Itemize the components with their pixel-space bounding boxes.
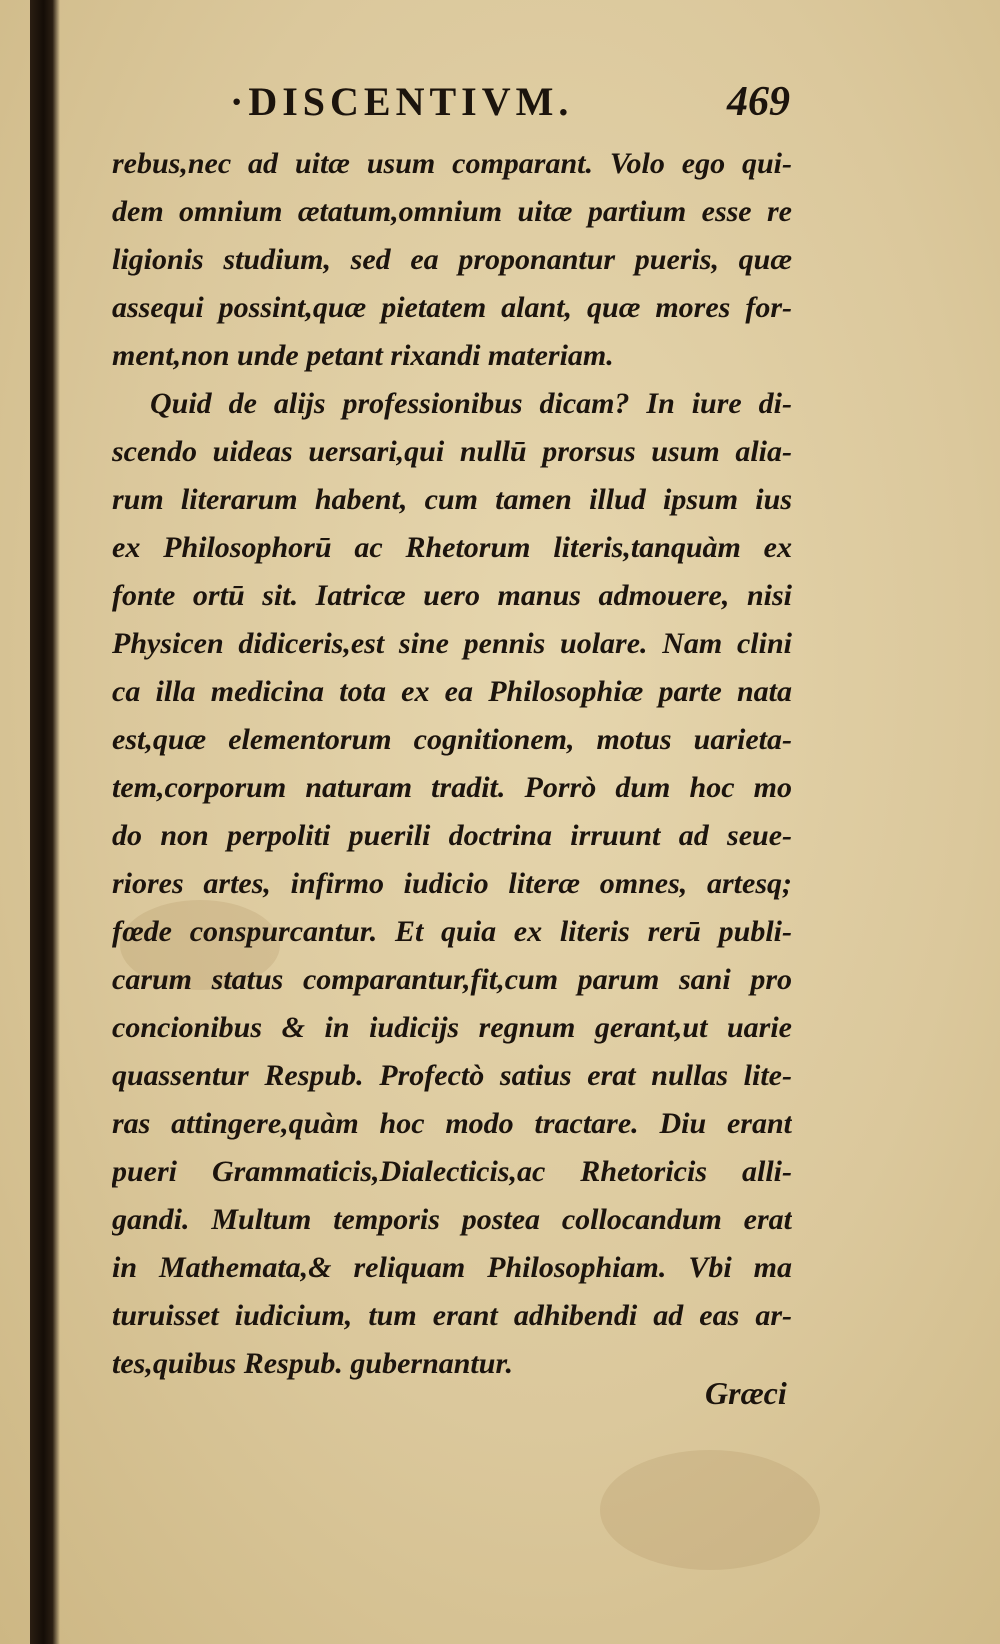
text-line: est,quæ elementorum cognitionem, motus uarieta- <box>112 723 792 756</box>
text-line: scendo uideas uersari,qui nullū prorsus usum alia- <box>112 435 792 468</box>
text-line: riores artes, infirmo iudicio literæ omnes, artesq; <box>112 867 792 900</box>
text-line: turuisset iudicium, tum erant adhibendi ad eas ar- <box>112 1299 792 1332</box>
text-line: rebus,nec ad uitæ usum comparant. Volo ego qui- <box>112 147 792 180</box>
text-line: ment,non unde petant rixandi materiam. <box>112 339 614 372</box>
text-line: in Mathemata,& reliquam Philosophiam. Vbi ma <box>112 1251 792 1284</box>
text-line: Physicen didiceris,est sine pennis uolare. Nam clini <box>112 627 792 660</box>
paper-stain <box>600 1450 820 1570</box>
text-line: quassentur Respub. Profectò satius erat nullas lite- <box>112 1059 792 1092</box>
text-line: ras attingere,quàm hoc modo tractare. Diu erant <box>112 1107 792 1140</box>
text-line: pueri Grammaticis,Dialecticis,ac Rhetoricis alli- <box>112 1155 792 1188</box>
book-spine-shadow <box>30 0 60 1644</box>
text-line: concionibus & in iudicijs regnum gerant,ut uarie <box>112 1011 792 1044</box>
text-line: Quid de alijs professionibus dicam? In iure di- <box>150 387 792 420</box>
text-line: rum literarum habent, cum tamen illud ipsum ius <box>112 483 792 516</box>
page-header <box>200 78 790 130</box>
text-line: fœde conspurcantur. Et quia ex literis rerū publi- <box>112 915 792 948</box>
body-text <box>112 140 792 1388</box>
text-line: carum status comparantur,fit,cum parum sani pro <box>112 963 792 996</box>
text-line: gandi. Multum temporis postea collocandum erat <box>112 1203 792 1236</box>
text-line: tem,corporum naturam tradit. Porrò dum hoc mo <box>112 771 792 804</box>
text-line: ex Philosophorū ac Rhetorum literis,tanquàm ex <box>112 531 792 564</box>
text-line: fonte ortū sit. Iatricæ uero manus admouere, nisi <box>112 579 792 612</box>
catchword: Græci <box>705 1375 787 1411</box>
text-line: dem omnium ætatum,omnium uitæ partium esse re <box>112 195 792 228</box>
text-line: assequi possint,quæ pietatem alant, quæ mores for- <box>112 291 792 324</box>
text-line: ca illa medicina tota ex ea Philosophiæ parte nata <box>112 675 792 708</box>
page-number: 469 <box>727 79 790 125</box>
text-line: tes,quibus Respub. gubernantur. <box>112 1347 513 1380</box>
text-line: ligionis studium, sed ea proponantur pueris, quæ <box>112 243 792 276</box>
text-line: do non perpoliti puerili doctrina irruunt ad seue- <box>112 819 792 852</box>
running-title: ·DISCENTIVM. <box>230 79 574 124</box>
